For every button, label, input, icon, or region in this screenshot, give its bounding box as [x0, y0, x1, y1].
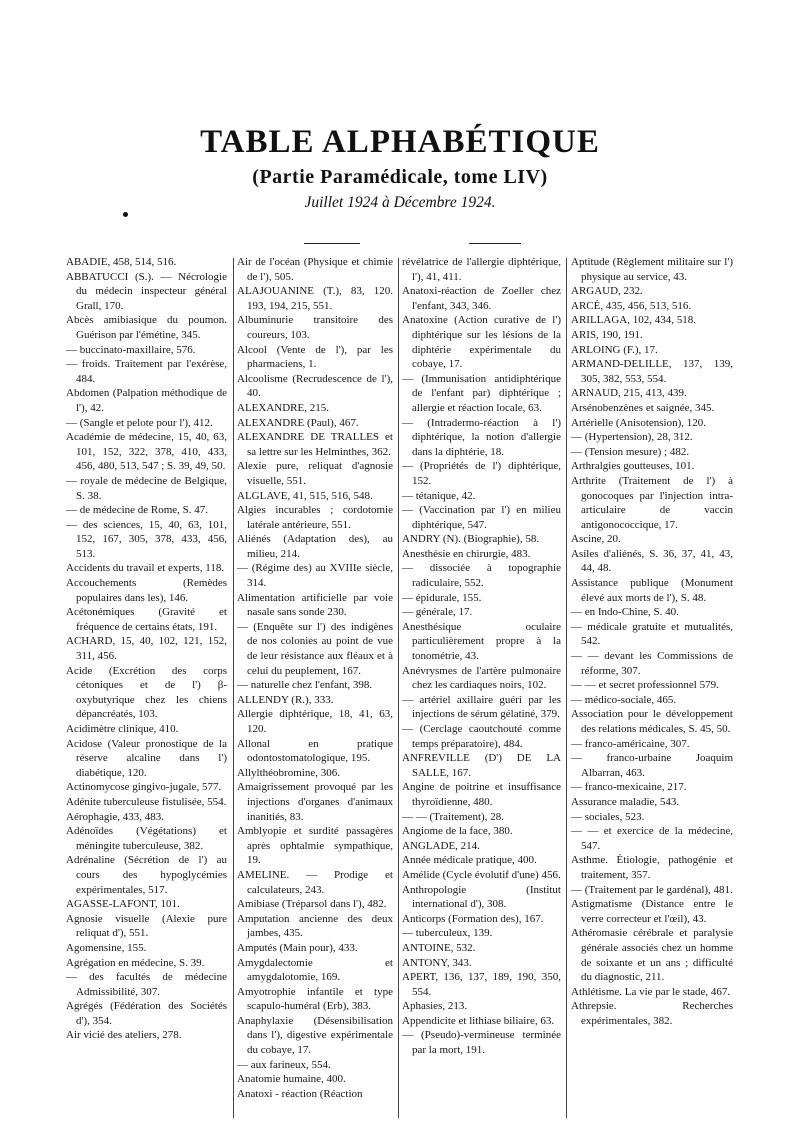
index-entry: Amyotrophie infantile et type scapulo-huméral (Erb), 383. [237, 985, 393, 1013]
index-entry: Amygdalectomie et amygdalotomie, 169. [237, 956, 393, 984]
index-entry: Acide (Excrétion des corps cétoniques et de l') β-oxybutyrique chez les chiens dépancréatés, 103. [66, 664, 227, 721]
index-entry: Agnosie visuelle (Alexie pure reliquat d'), 551. [66, 912, 227, 940]
index-entry: ANGLADE, 214. [402, 839, 480, 852]
index-entry: Association pour le développement des relations médicales, S. 45, 50. [571, 708, 733, 735]
index-entry: ANDRY (N). (Biographie), 58. [402, 533, 540, 546]
index-entry: ABBATUCCI (S.). — Nécrologie du médecin inspecteur général Grall, 170. [66, 270, 227, 312]
index-entry: Arsénobenzènes et saignée, 345. [571, 401, 715, 414]
index-entry: — médicale gratuite et mutualités, 542. [571, 620, 733, 648]
index-entry: ARGAUD, 232. [571, 285, 643, 298]
index-entry: ARILLAGA, 102, 434, 518. [571, 314, 696, 327]
index-entry: Angine de poitrine et insuffisance thyroïdienne, 480. [402, 781, 561, 808]
index-entry: Allergie diphtérique, 18, 41, 63, 120. [237, 708, 393, 735]
index-entry: ARMAND-DELILLE, 137, 139, 305, 382, 553, 554. [571, 358, 733, 385]
index-entry: Alexie pure, reliquat d'agnosie visuelle, 551. [237, 460, 393, 487]
index-entry: — épidurale, 155. [402, 591, 482, 604]
index-entry: — des sciences, 15, 40, 63, 101, 152, 167, 305, 378, 433, 456, 513. [66, 518, 227, 560]
index-entry: Artérielle (Anisotension), 120. [571, 416, 707, 429]
index-entry: Agomensine, 155. [66, 941, 147, 954]
index-entry: Anesthésie en chirurgie, 483. [402, 547, 531, 560]
index-entry: Acidimètre clinique, 410. [66, 723, 179, 735]
index-entry: Amputation ancienne des deux jambes, 435. [237, 912, 393, 940]
index-entry: Allonal en pratique odontostomatologique, 195. [237, 737, 393, 765]
index-entry: Anaphylaxie (Désensibilisation dans l'), digestive expérimentale du cobaye, 17. [237, 1014, 393, 1057]
index-entry: Amaigrissement provoqué par les injections d'organes d'animaux inanitiés, 83. [237, 781, 393, 823]
index-entry: Anticorps (Formation des), 167. [402, 912, 544, 925]
bullet-mark [123, 212, 128, 217]
index-entry: APERT, 136, 137, 189, 190, 350, 554. [402, 971, 561, 998]
index-entry: — — (Traitement), 28. [402, 810, 504, 823]
index-entry: Année médicale pratique, 400. [402, 854, 537, 867]
index-entry: — tétanique, 42. [402, 489, 476, 502]
index-entry: — médico-sociale, 465. [571, 693, 677, 706]
index-entry: — artériel axillaire guéri par les injections de sérum gélatiné, 379. [402, 693, 561, 721]
index-entry: — (Pseudo)-vermineuse terminée par la mort, 191. [402, 1029, 561, 1057]
page-title: TABLE ALPHABÉTIQUE [200, 124, 600, 160]
index-entry: — (Traitement par le gardénal), 481. [571, 883, 733, 896]
index-entry: — des facultés de médecine Admissibilité, 307. [66, 971, 227, 998]
index-entry: Acétonémiques (Gravité et fréquence de certains états, 191. [66, 606, 227, 633]
index-entry: Anatoxi-réaction de Zoeller chez l'enfant, 343, 346. [402, 285, 561, 312]
index-entry: ABADIE, 458, 514, 516. [66, 256, 177, 268]
column-top-rule [304, 243, 360, 244]
index-entry: — (Intradermo-réaction à l') diphtérique, la notion d'allergie dans la diphtérie, 18. [402, 416, 561, 458]
index-entry: Arthralgies goutteuses, 101. [571, 460, 695, 473]
index-entry: — (Immunisation antidiphtérique de l'enfant par) diphtérique ; allergie et réaction locale, 63. [402, 372, 561, 414]
index-entry: Abdomen (Palpation méthodique de l'), 42. [66, 387, 227, 414]
index-column-4 [571, 255, 733, 1145]
index-entry: — (Propriétés de l') diphtérique, 152. [402, 460, 561, 487]
index-entry: Assurance maladie, 543. [571, 795, 680, 808]
index-entry: Anatomie humaine, 400. [237, 1073, 346, 1086]
index-entry: — — et secret professionnel 579. [571, 679, 719, 692]
index-entry: Agrégés (Fédération des Sociétés d'), 354. [66, 1000, 227, 1027]
index-entry: Algies incurables ; cordotomie latérale antérieure, 551. [237, 504, 393, 531]
index-column-1 [66, 255, 227, 1145]
index-entry: AMELINE. — Prodige et calculateurs, 243. [237, 868, 393, 896]
index-entry: Amputés (Main pour), 433. [237, 941, 358, 954]
index-column-2 [237, 255, 393, 1145]
index-entry: ALAJOUANINE (T.), 83, 120. 193, 194, 215, 551. [237, 285, 393, 312]
index-entry: Air vicié des ateliers, 278. [66, 1029, 182, 1042]
index-entry: ARLOING (F.), 17. [571, 343, 658, 356]
index-entry: — tuberculeux, 139. [402, 927, 493, 940]
index-entry: Appendicite et lithiase biliaire, 63. [402, 1014, 555, 1027]
index-entry: ANFREVILLE (D') DE LA SALLE, 167. [402, 752, 561, 779]
index-entry: Actinomycose gingivo-jugale, 577. [66, 781, 222, 794]
index-entry: Aérophagie, 433, 483. [66, 810, 165, 823]
index-entry: Anatoxi - réaction (Réaction [237, 1087, 363, 1100]
index-entry: Aphasies, 213. [402, 1000, 468, 1013]
index-entry: Agrégation en médecine, S. 39. [66, 956, 205, 969]
index-entry: ALEXANDRE (Paul), 467. [237, 416, 359, 429]
index-entry: ARIS, 190, 191. [571, 328, 643, 341]
index-entry: Arthrite (Traitement de l') à gonocoques par l'injection intra-articulaire de vaccin antigonococcique, 17. [571, 474, 733, 531]
index-entry: Adénoïdes (Végétations) et méningite tuberculeuse, 382. [66, 825, 227, 852]
index-entry: Ascine, 20. [571, 533, 621, 546]
index-entry: Alcool (Vente de l'), par les pharmaciens, 1. [237, 343, 393, 371]
index-entry: — dissociée à topographie radiculaire, 552. [402, 562, 561, 590]
index-entry: — — et exercice de la médecine, 547. [571, 825, 733, 852]
index-entry: — — devant les Commissions de réforme, 307. [571, 650, 733, 677]
index-entry: Aptitude (Règlement militaire sur l') physique au service, 43. [571, 256, 733, 283]
index-entry: ALLENDY (R.), 333. [237, 693, 334, 706]
index-entry: ARNAUD, 215, 413, 439. [571, 387, 687, 400]
index-entry: — (Hypertension), 28, 312. [571, 431, 693, 444]
index-entry: Anévrysmes de l'artère pulmonaire chez les cardiaques noirs, 102. [402, 664, 561, 692]
column-top-rule [469, 243, 521, 244]
index-entry: Allylthéobromine, 306. [237, 766, 340, 779]
index-entry: — froids. Traitement par l'exérèse, 484. [66, 358, 227, 385]
index-entry: Aliénés (Adaptation des), au milieu, 214. [237, 533, 393, 560]
index-entry: Anatoxine (Action curative de l') diphtérique sur les lésions de la diphtérie expérimentale du cobaye, 17. [402, 314, 561, 371]
index-entry: Alcoolisme (Recrudescence de l'), 40. [237, 372, 393, 400]
index-entry: — (Enquête sur l') des indigènes de nos colonies au point de vue de leur résistance aux fléaux et à celui du peuplement, 167. [237, 620, 393, 677]
index-entry: — générale, 17. [402, 606, 473, 619]
column-divider [398, 258, 399, 1118]
index-entry: Académie de médecine, 15, 40, 63, 101, 152, 322, 378, 410, 433, 456, 480, 513, 547 ; S. 39, 49, 50. [66, 431, 227, 473]
index-entry: Amélide (Cycle évolutif d'une) 456. [402, 868, 561, 881]
index-entry: Acidose (Valeur pronostique de la réserve alcaline dans l') diabétique, 120. [66, 737, 227, 779]
index-entry: Astigmatisme (Distance entre le verre correcteur et l'œil), 43. [571, 898, 733, 925]
index-entry: — franco-urbaine Joaquim Albarran, 463. [571, 752, 733, 779]
index-entry: — sociales, 523. [571, 810, 645, 823]
index-entry: — royale de médecine de Belgique, S. 38. [66, 474, 227, 502]
index-entry: AGASSE-LAFONT, 101. [66, 898, 180, 911]
index-entry: révélatrice de l'allergie diphtérique, l'), 41, 411. [402, 256, 561, 283]
index-entry: ARCÉ, 435, 456, 513, 516. [571, 299, 692, 312]
index-entry: Amblyopie et surdité passagères après ophtalmie sympathique, 19. [237, 825, 393, 867]
index-entry: ALEXANDRE, 215. [237, 401, 329, 414]
index-entry: ACHARD, 15, 40, 102, 121, 152, 311, 456. [66, 635, 227, 663]
index-entry: — (Sangle et pelote pour l'), 412. [66, 416, 213, 429]
index-entry: — aux farineux, 554. [237, 1058, 331, 1071]
index-entry: Albuminurie transitoire des coureurs, 103. [237, 314, 393, 341]
index-entry: Asiles d'aliénés, S. 36, 37, 41, 43, 44, 48. [571, 547, 733, 575]
index-column-3 [402, 255, 561, 1145]
index-entry: — buccinato-maxillaire, 576. [66, 343, 196, 356]
index-entry: Alimentation artificielle par voie nasale sans sonde 230. [237, 591, 393, 619]
index-entry: Air de l'océan (Physique et chimie de l'), 505. [237, 256, 393, 283]
index-entry: ANTOINE, 532. [402, 941, 476, 954]
column-divider [566, 258, 567, 1118]
index-entry: ALGLAVE, 41, 515, 516, 548. [237, 489, 373, 502]
index-entry: — (Vaccination par l') en milieu diphtérique, 547. [402, 504, 561, 531]
index-entry: — naturelle chez l'enfant, 398. [237, 679, 373, 692]
index-entry: Asthme. Étiologie, pathogénie et traitement, 357. [571, 854, 733, 881]
index-entry: Accidents du travail et experts, 118. [66, 562, 225, 575]
index-entry: — de médecine de Rome, S. 47. [66, 504, 209, 517]
index-entry: — franco-américaine, 307. [571, 737, 690, 750]
page-subtitle: (Partie Paramédicale, tome LIV) [252, 166, 548, 188]
index-entry: — (Tension mesure) ; 482. [571, 445, 690, 458]
index-entry: Athrepsie. Recherches expérimentales, 382. [571, 1000, 733, 1027]
index-entry: Angiome de la face, 380. [402, 825, 513, 838]
index-entry: ALEXANDRE DE TRALLES et sa lettre sur les Helminthes, 362. [237, 431, 393, 458]
index-entry: Adénite tuberculeuse fistulisée, 554. [66, 795, 227, 808]
index-entry: Assistance publique (Monument élevé aux morts de l'), S. 48. [571, 577, 733, 604]
page-dateline: Juillet 1924 à Décembre 1924. [304, 194, 496, 211]
column-divider [233, 258, 234, 1118]
index-entry: Anesthésique oculaire particulièrement propre à la tonométrie, 43. [402, 620, 561, 663]
index-entry: Abcès amibiasique du poumon. Guérison par l'émétine, 345. [66, 314, 227, 341]
index-entry: Athéromasie cérébrale et paralysie générale associés chez un homme de soixante et un ans ; difficulté du diagnostic, 211. [571, 927, 733, 984]
index-entry: Adrénaline (Sécrétion de l') au cours des hypoglycémies expérimentales, 517. [66, 854, 227, 896]
index-entry: — en Indo-Chine, S. 40. [571, 606, 679, 619]
index-entry: Athlétisme. La vie par le stade, 467. [571, 985, 731, 998]
index-entry: Amibiase (Tréparsol dans l'), 482. [237, 898, 387, 911]
index-entry: Anthropologie (Institut international d'), 308. [402, 883, 561, 911]
index-entry: Accouchements (Remèdes populaires dans les), 146. [66, 577, 227, 604]
index-entry: — franco-mexicaine, 217. [571, 781, 687, 794]
index-entry: — (Cerclage caoutchouté comme temps préparatoire), 484. [402, 723, 561, 750]
index-entry: — (Régime des) au XVIIIe siècle, 314. [237, 562, 393, 590]
index-entry: ANTONY, 343. [402, 956, 472, 969]
